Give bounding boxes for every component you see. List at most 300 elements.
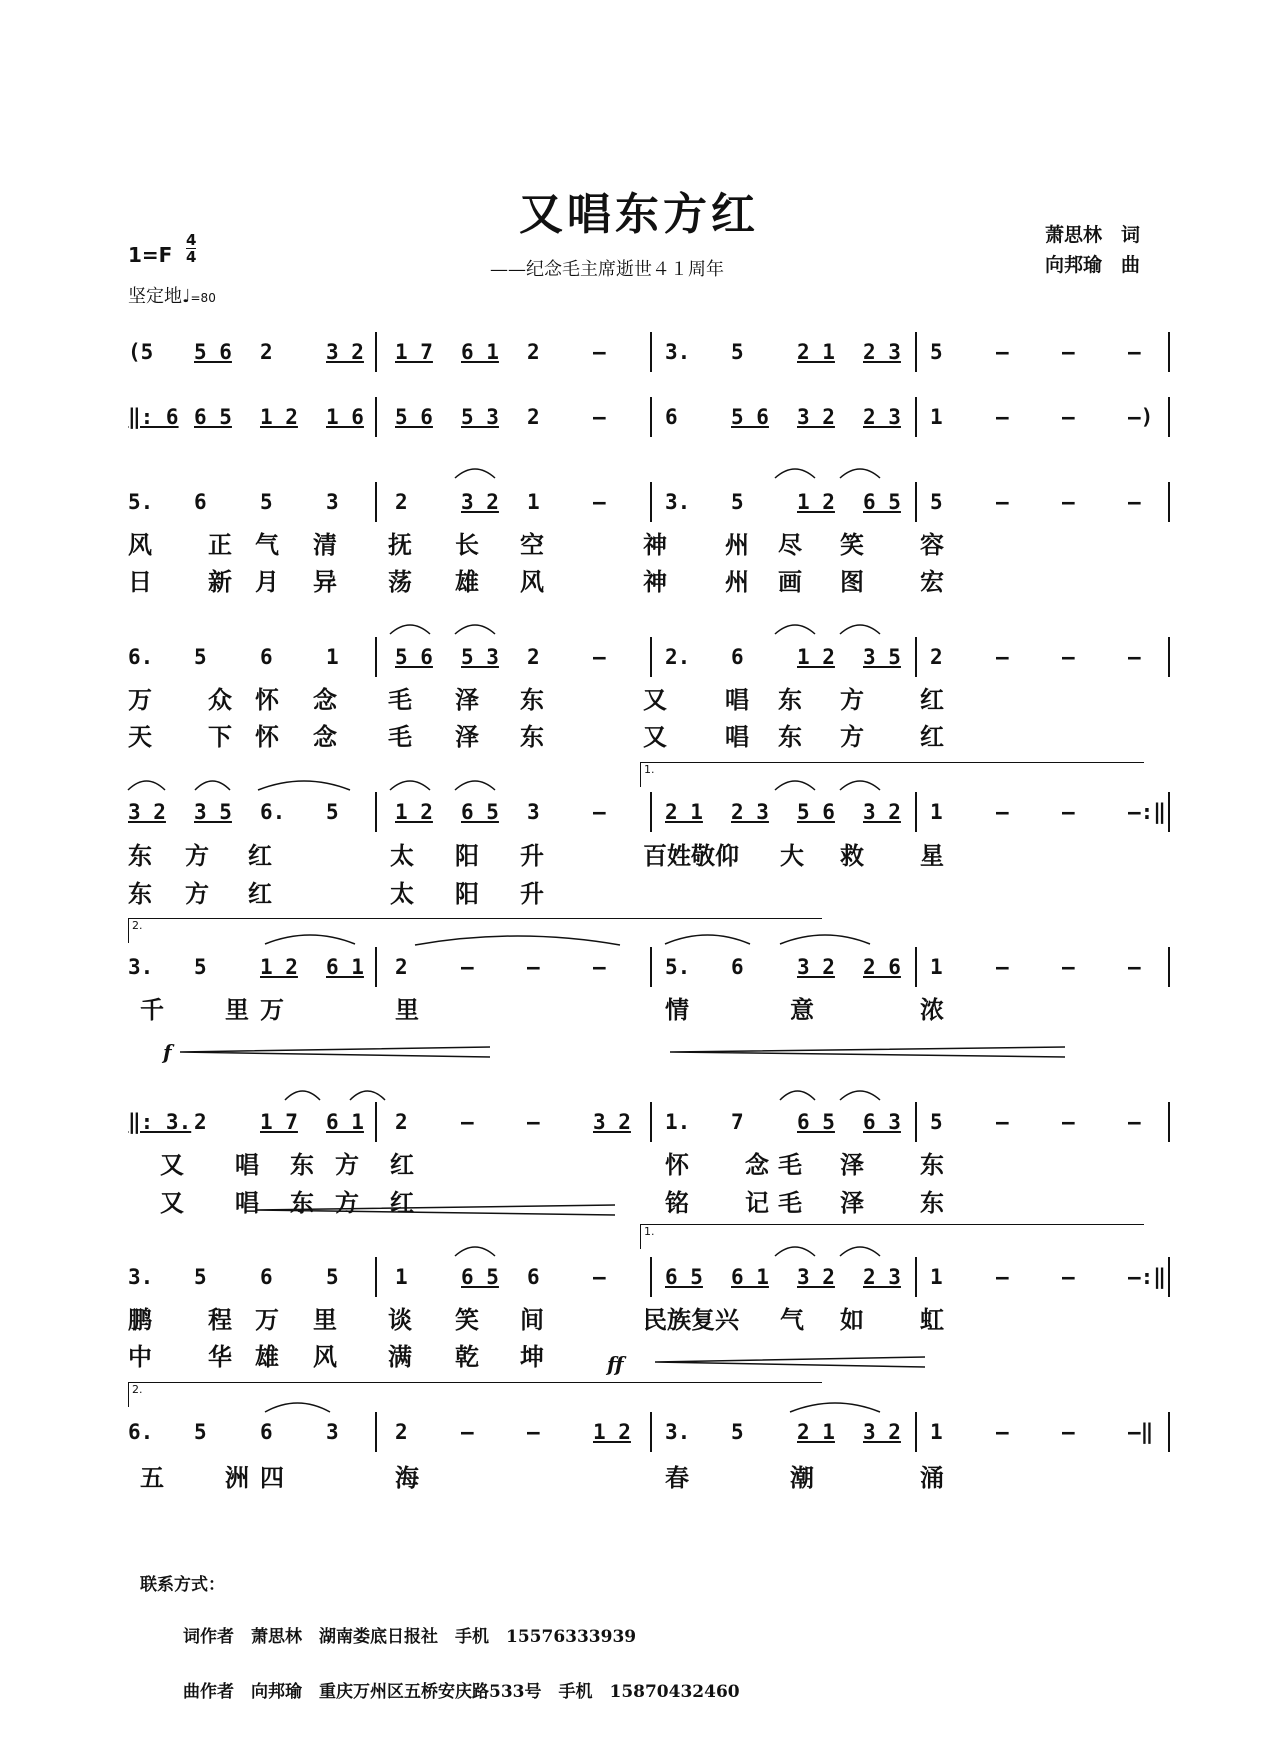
lyric-syllable: 图 bbox=[840, 567, 864, 596]
note-token: 2 bbox=[395, 1420, 408, 1444]
note-token: 3. bbox=[128, 955, 154, 979]
note-token: – bbox=[1128, 490, 1141, 514]
note-token: 1 2 bbox=[797, 645, 835, 669]
slur bbox=[840, 1091, 880, 1100]
note-token: 2 3 bbox=[863, 405, 901, 429]
lyric-syllable: 民族复兴 bbox=[643, 1305, 739, 1334]
note-token: – bbox=[996, 1265, 1009, 1289]
note-token: 5 bbox=[731, 1420, 744, 1444]
note-token: – bbox=[593, 340, 606, 364]
note-token: 2 6 bbox=[863, 955, 901, 979]
note-token: 1. bbox=[665, 1110, 691, 1134]
lyric-syllable: 气 bbox=[780, 1305, 804, 1334]
lyric-syllable: 唱 bbox=[235, 1188, 259, 1217]
lyric-syllable: 东 bbox=[778, 722, 802, 751]
note-token: – bbox=[996, 405, 1009, 429]
slur bbox=[455, 625, 495, 634]
note-token: 5 6 bbox=[395, 405, 433, 429]
slur bbox=[455, 469, 495, 478]
lyric-syllable: 毛 bbox=[388, 685, 412, 714]
lyric-syllable: 乾 bbox=[455, 1342, 479, 1371]
lyric-syllable: 东 bbox=[920, 1188, 944, 1217]
lyric-syllable: 救 bbox=[840, 841, 864, 870]
note-token: – bbox=[593, 405, 606, 429]
note-token: 2 bbox=[527, 405, 540, 429]
lyric-syllable: 洲 bbox=[225, 1463, 249, 1492]
lyric-syllable: 红 bbox=[248, 879, 272, 908]
slur bbox=[265, 1403, 330, 1412]
lyric-syllable: 千 bbox=[140, 995, 164, 1024]
note-token: 5. bbox=[128, 490, 154, 514]
slur bbox=[840, 1247, 880, 1256]
note-token: – bbox=[1062, 1420, 1075, 1444]
note-token: 6. bbox=[128, 645, 154, 669]
composer-credit: 向邦瑜 曲 bbox=[1045, 254, 1141, 276]
lyric-syllable: 东 bbox=[290, 1188, 314, 1217]
slur bbox=[350, 1091, 385, 1100]
lyric-syllable: 神 bbox=[643, 530, 667, 559]
note-token: –:‖ bbox=[1128, 1265, 1166, 1289]
note-token: 6 5 bbox=[797, 1110, 835, 1134]
note-token: 6 5 bbox=[194, 405, 232, 429]
note-token: 3 2 bbox=[797, 405, 835, 429]
slur bbox=[780, 935, 870, 944]
note-token: 6. bbox=[260, 800, 286, 824]
note-token: 1 2 bbox=[260, 955, 298, 979]
lyric-syllable: 东 bbox=[920, 1150, 944, 1179]
note-token: –) bbox=[1128, 405, 1154, 429]
lyric-syllable: 记 bbox=[745, 1188, 769, 1217]
note-token: –‖ bbox=[1128, 1420, 1154, 1444]
note-token: 5 bbox=[194, 1420, 207, 1444]
note-token: 2 1 bbox=[797, 1420, 835, 1444]
lyric-syllable: 方 bbox=[335, 1188, 359, 1217]
note-token: 1 bbox=[930, 800, 943, 824]
lyric-syllable: 星 bbox=[920, 841, 944, 870]
note-token: 6 bbox=[527, 1265, 540, 1289]
lyric-syllable: 正 bbox=[208, 530, 232, 559]
slur bbox=[128, 781, 165, 790]
lyric-syllable: 宏 bbox=[920, 567, 944, 596]
note-token: 5 bbox=[326, 1265, 339, 1289]
lyric-syllable: 东 bbox=[128, 879, 152, 908]
lyric-syllable: 大 bbox=[780, 841, 804, 870]
lyric-syllable: 程 bbox=[208, 1305, 232, 1334]
note-token: 5 3 bbox=[461, 645, 499, 669]
note-token: 1 2 bbox=[593, 1420, 631, 1444]
note-token: – bbox=[527, 1420, 540, 1444]
note-token: – bbox=[1128, 955, 1141, 979]
lyric-syllable: 东 bbox=[778, 685, 802, 714]
lyric-syllable: 泽 bbox=[840, 1150, 864, 1179]
note-token: 3 bbox=[326, 490, 339, 514]
note-token: 1 2 bbox=[260, 405, 298, 429]
slur bbox=[285, 1091, 320, 1100]
note-token: 2 bbox=[194, 1110, 207, 1134]
lyric-syllable: 如 bbox=[840, 1305, 864, 1334]
lyric-syllable: 空 bbox=[520, 530, 544, 559]
lyric-syllable: 长 bbox=[455, 530, 479, 559]
note-token: – bbox=[593, 800, 606, 824]
volta1-bracket: 1. bbox=[640, 762, 1144, 787]
lyric-syllable: 方 bbox=[185, 879, 209, 908]
lyric-syllable: 唱 bbox=[235, 1150, 259, 1179]
time-numerator: 4 bbox=[186, 231, 197, 249]
lyric-syllable: 红 bbox=[920, 722, 944, 751]
lyric-syllable: 万 bbox=[128, 685, 152, 714]
lyric-syllable: 红 bbox=[920, 685, 944, 714]
lyric-syllable: 念 bbox=[313, 722, 337, 751]
note-token: 1 6 bbox=[326, 405, 364, 429]
note-token: 6 1 bbox=[731, 1265, 769, 1289]
lyric-syllable: 风 bbox=[520, 567, 544, 596]
note-token: – bbox=[1062, 955, 1075, 979]
slur bbox=[780, 1091, 815, 1100]
note-token: 7 bbox=[731, 1110, 744, 1134]
lyric-syllable: 念 bbox=[313, 685, 337, 714]
slur bbox=[775, 625, 815, 634]
note-token: 1 bbox=[930, 405, 943, 429]
lyric-syllable: 鹏 bbox=[128, 1305, 152, 1334]
lyric-syllable: 方 bbox=[840, 722, 864, 751]
note-token: 1 7 bbox=[395, 340, 433, 364]
note-token: 3 bbox=[527, 800, 540, 824]
note-token: 3. bbox=[665, 1420, 691, 1444]
note-token: 3. bbox=[128, 1265, 154, 1289]
lyric-syllable: 画 bbox=[778, 567, 802, 596]
note-token: 1 2 bbox=[797, 490, 835, 514]
note-token: 2 3 bbox=[863, 1265, 901, 1289]
note-token: 6 bbox=[731, 955, 744, 979]
lyric-syllable: 东 bbox=[520, 722, 544, 751]
volta2-bracket: 2. bbox=[128, 918, 822, 943]
note-token: 6 5 bbox=[461, 1265, 499, 1289]
note-token: – bbox=[996, 1110, 1009, 1134]
contact-lyricist: 词作者 萧思林 湖南娄底日报社 手机 15576333939 bbox=[183, 1627, 637, 1647]
note-token: 5 bbox=[731, 490, 744, 514]
note-token: 6 1 bbox=[326, 955, 364, 979]
note-token: – bbox=[527, 955, 540, 979]
note-token: 3 2 bbox=[326, 340, 364, 364]
lyric-syllable: 四 bbox=[260, 1463, 284, 1492]
note-token: – bbox=[1062, 1265, 1075, 1289]
note-token: 5 bbox=[930, 1110, 943, 1134]
lyric-syllable: 泽 bbox=[840, 1188, 864, 1217]
note-token: 1 bbox=[930, 955, 943, 979]
note-token: 2. bbox=[665, 645, 691, 669]
time-denominator: 4 bbox=[186, 248, 197, 266]
note-token: – bbox=[527, 1110, 540, 1134]
lyric-syllable: 容 bbox=[920, 530, 944, 559]
lyric-syllable: 州 bbox=[725, 567, 749, 596]
note-token: 6 3 bbox=[863, 1110, 901, 1134]
slur bbox=[775, 781, 815, 790]
note-token: 6 5 bbox=[461, 800, 499, 824]
note-token: 6 bbox=[260, 1265, 273, 1289]
note-token: 1 bbox=[930, 1420, 943, 1444]
lyric-syllable: 风 bbox=[128, 530, 152, 559]
lyric-syllable: 州 bbox=[725, 530, 749, 559]
contact-label: 联系方式： bbox=[140, 1575, 225, 1595]
note-token: 3 2 bbox=[863, 800, 901, 824]
note-token: 6 5 bbox=[863, 490, 901, 514]
note-token: 3 2 bbox=[863, 1420, 901, 1444]
note-token: ‖: 6 bbox=[128, 405, 179, 429]
note-token: 3 2 bbox=[593, 1110, 631, 1134]
lyric-syllable: 东 bbox=[128, 841, 152, 870]
lyric-syllable: 间 bbox=[520, 1305, 544, 1334]
lyric-syllable: 万 bbox=[260, 995, 284, 1024]
crescendo-hairpin bbox=[655, 1357, 925, 1367]
lyricist-credit: 萧思林 词 bbox=[1045, 224, 1141, 246]
slur bbox=[775, 469, 815, 478]
note-token: 5 6 bbox=[194, 340, 232, 364]
note-token: 5 3 bbox=[461, 405, 499, 429]
note-token: 3 2 bbox=[797, 955, 835, 979]
note-token: 3 5 bbox=[863, 645, 901, 669]
note-token: – bbox=[593, 955, 606, 979]
song-title: 又唱东方红 bbox=[519, 189, 759, 240]
slur bbox=[665, 935, 750, 944]
note-token: 6 bbox=[260, 645, 273, 669]
note-token: – bbox=[1062, 405, 1075, 429]
lyric-syllable: 中 bbox=[128, 1342, 152, 1371]
lyric-syllable: 方 bbox=[840, 685, 864, 714]
lyric-syllable: 清 bbox=[313, 530, 337, 559]
note-token: 3 2 bbox=[797, 1265, 835, 1289]
note-token: 5 bbox=[930, 490, 943, 514]
lyric-syllable: 太 bbox=[390, 841, 414, 870]
key-label: 1=F bbox=[128, 243, 173, 267]
lyric-syllable: 抚 bbox=[388, 530, 412, 559]
lyric-syllable: 气 bbox=[255, 530, 279, 559]
note-token: 6 1 bbox=[326, 1110, 364, 1134]
note-token: 3. bbox=[665, 340, 691, 364]
note-token: – bbox=[461, 1420, 474, 1444]
slur bbox=[775, 1247, 815, 1256]
note-token: 3 5 bbox=[194, 800, 232, 824]
note-token: 1 bbox=[930, 1265, 943, 1289]
lyric-syllable: 雄 bbox=[455, 567, 479, 596]
note-token: 2 bbox=[930, 645, 943, 669]
lyric-syllable: 怀 bbox=[665, 1150, 689, 1179]
note-token: – bbox=[996, 955, 1009, 979]
note-token: 3 bbox=[326, 1420, 339, 1444]
lyric-syllable: 毛 bbox=[778, 1188, 802, 1217]
crescendo-hairpin bbox=[180, 1047, 490, 1057]
slur bbox=[195, 781, 230, 790]
slur bbox=[455, 781, 495, 790]
tempo-word: 坚定地 bbox=[128, 286, 182, 307]
note-token: – bbox=[1128, 645, 1141, 669]
slur bbox=[840, 781, 880, 790]
lyric-syllable: 下 bbox=[208, 722, 232, 751]
lyric-syllable: 谈 bbox=[388, 1305, 412, 1334]
note-token: 5 6 bbox=[797, 800, 835, 824]
note-token: – bbox=[593, 490, 606, 514]
note-token: 6. bbox=[128, 1420, 154, 1444]
song-subtitle: ——纪念毛主席逝世４１周年 bbox=[490, 259, 724, 280]
note-token: 5. bbox=[665, 955, 691, 979]
slur bbox=[790, 1403, 880, 1412]
crescendo-hairpin bbox=[255, 1205, 615, 1215]
note-token: 5 bbox=[194, 955, 207, 979]
lyric-syllable: 月 bbox=[255, 567, 279, 596]
lyric-syllable: 毛 bbox=[388, 722, 412, 751]
slur bbox=[258, 781, 350, 790]
lyric-syllable: 华 bbox=[208, 1342, 232, 1371]
lyric-syllable: 又 bbox=[160, 1188, 184, 1217]
lyric-syllable: 毛 bbox=[778, 1150, 802, 1179]
lyric-syllable: 众 bbox=[208, 685, 232, 714]
lyric-syllable: 荡 bbox=[388, 567, 412, 596]
note-token: – bbox=[461, 1110, 474, 1134]
lyric-syllable: 日 bbox=[128, 567, 152, 596]
lyric-syllable: 风 bbox=[313, 1342, 337, 1371]
note-token: 3 2 bbox=[128, 800, 166, 824]
note-token: – bbox=[593, 645, 606, 669]
note-token: 2 3 bbox=[731, 800, 769, 824]
slur bbox=[265, 935, 355, 944]
lyric-syllable: 红 bbox=[390, 1150, 414, 1179]
lyric-syllable: 意 bbox=[790, 995, 814, 1024]
note-token: 5 bbox=[194, 1265, 207, 1289]
note-token: (5 bbox=[128, 340, 154, 364]
lyric-syllable: 潮 bbox=[790, 1463, 814, 1492]
note-token: 6 5 bbox=[665, 1265, 703, 1289]
lyric-syllable: 笑 bbox=[455, 1305, 479, 1334]
lyric-syllable: 涌 bbox=[920, 1463, 944, 1492]
note-token: – bbox=[996, 490, 1009, 514]
lyric-syllable: 泽 bbox=[455, 722, 479, 751]
lyric-syllable: 又 bbox=[643, 685, 667, 714]
dynamic-dyn_f: f bbox=[163, 1040, 172, 1064]
slur bbox=[390, 781, 430, 790]
note-token: 1 bbox=[326, 645, 339, 669]
lyric-syllable: 方 bbox=[185, 841, 209, 870]
lyric-syllable: 东 bbox=[520, 685, 544, 714]
lyric-syllable: 阳 bbox=[455, 879, 479, 908]
lyric-syllable: 雄 bbox=[255, 1342, 279, 1371]
lyric-syllable: 升 bbox=[520, 879, 544, 908]
note-token: – bbox=[1062, 340, 1075, 364]
slur bbox=[455, 1247, 495, 1256]
note-token: 6 1 bbox=[461, 340, 499, 364]
lyric-syllable: 新 bbox=[208, 567, 232, 596]
note-token: –:‖ bbox=[1128, 800, 1166, 824]
note-token: – bbox=[996, 645, 1009, 669]
note-token: 1 2 bbox=[395, 800, 433, 824]
lyric-syllable: 里 bbox=[395, 995, 419, 1024]
lyric-syllable: 阳 bbox=[455, 841, 479, 870]
lyric-syllable: 坤 bbox=[520, 1342, 544, 1371]
lyric-syllable: 满 bbox=[388, 1342, 412, 1371]
note-token: 5 bbox=[326, 800, 339, 824]
note-token: – bbox=[1128, 340, 1141, 364]
crescendo-hairpin bbox=[670, 1047, 1065, 1057]
note-token: 3. bbox=[665, 490, 691, 514]
lyric-syllable: 五 bbox=[140, 1463, 164, 1492]
lyric-syllable: 尽 bbox=[778, 530, 802, 559]
note-token: 6 bbox=[731, 645, 744, 669]
quarter-note-icon: ♩ bbox=[182, 286, 191, 307]
lyric-syllable: 海 bbox=[395, 1463, 419, 1492]
note-token: – bbox=[593, 1265, 606, 1289]
volta2-bracket: 2. bbox=[128, 1382, 822, 1407]
slur bbox=[840, 469, 880, 478]
note-token: 2 bbox=[395, 490, 408, 514]
lyric-syllable: 泽 bbox=[455, 685, 479, 714]
slur bbox=[840, 625, 880, 634]
note-token: – bbox=[1062, 1110, 1075, 1134]
note-token: 5 bbox=[194, 645, 207, 669]
note-token: 2 3 bbox=[863, 340, 901, 364]
lyric-syllable: 唱 bbox=[725, 722, 749, 751]
note-token: 6 bbox=[194, 490, 207, 514]
note-token: – bbox=[996, 340, 1009, 364]
lyric-syllable: 里 bbox=[225, 995, 249, 1024]
note-token: 2 1 bbox=[797, 340, 835, 364]
lyric-syllable: 升 bbox=[520, 841, 544, 870]
note-token: 5 bbox=[930, 340, 943, 364]
lyric-syllable: 里 bbox=[313, 1305, 337, 1334]
note-token: 2 bbox=[527, 340, 540, 364]
slur bbox=[390, 625, 430, 634]
lyric-syllable: 怀 bbox=[255, 722, 279, 751]
note-token: 5 6 bbox=[731, 405, 769, 429]
lyric-syllable: 东 bbox=[290, 1150, 314, 1179]
lyric-syllable: 情 bbox=[665, 995, 689, 1024]
note-token: – bbox=[996, 1420, 1009, 1444]
note-token: – bbox=[996, 800, 1009, 824]
note-token: – bbox=[1062, 490, 1075, 514]
note-token: 5 6 bbox=[395, 645, 433, 669]
lyric-syllable: 又 bbox=[160, 1150, 184, 1179]
lyric-syllable: 怀 bbox=[255, 685, 279, 714]
lyric-syllable: 又 bbox=[643, 722, 667, 751]
lyric-syllable: 浓 bbox=[920, 995, 944, 1024]
note-token: 2 bbox=[527, 645, 540, 669]
note-token: – bbox=[461, 955, 474, 979]
note-token: 2 bbox=[395, 1110, 408, 1134]
note-token: – bbox=[1128, 1110, 1141, 1134]
slur bbox=[415, 936, 620, 945]
note-token: ‖: 3. bbox=[128, 1110, 192, 1134]
note-token: 5 bbox=[260, 490, 273, 514]
lyric-syllable: 念 bbox=[745, 1150, 769, 1179]
tempo-value: =80 bbox=[190, 291, 216, 305]
note-token: 5 bbox=[731, 340, 744, 364]
contact-composer: 曲作者 向邦瑜 重庆万州区五桥安庆路533号 手机 15870432460 bbox=[183, 1682, 740, 1702]
dynamic-dyn_ff: ff bbox=[607, 1352, 624, 1376]
lyric-syllable: 红 bbox=[248, 841, 272, 870]
note-token: 3 2 bbox=[461, 490, 499, 514]
note-token: 2 1 bbox=[665, 800, 703, 824]
lyric-syllable: 唱 bbox=[725, 685, 749, 714]
note-token: 1 bbox=[527, 490, 540, 514]
note-token: – bbox=[1062, 800, 1075, 824]
lyric-syllable: 铭 bbox=[665, 1188, 689, 1217]
lyric-syllable: 异 bbox=[313, 567, 337, 596]
lyric-syllable: 百姓敬仰 bbox=[643, 841, 739, 870]
note-token: 6 bbox=[665, 405, 678, 429]
note-token: – bbox=[1062, 645, 1075, 669]
lyric-syllable: 方 bbox=[335, 1150, 359, 1179]
lyric-syllable: 笑 bbox=[840, 530, 864, 559]
note-token: 1 7 bbox=[260, 1110, 298, 1134]
note-token: 1 bbox=[395, 1265, 408, 1289]
lyric-syllable: 红 bbox=[390, 1188, 414, 1217]
